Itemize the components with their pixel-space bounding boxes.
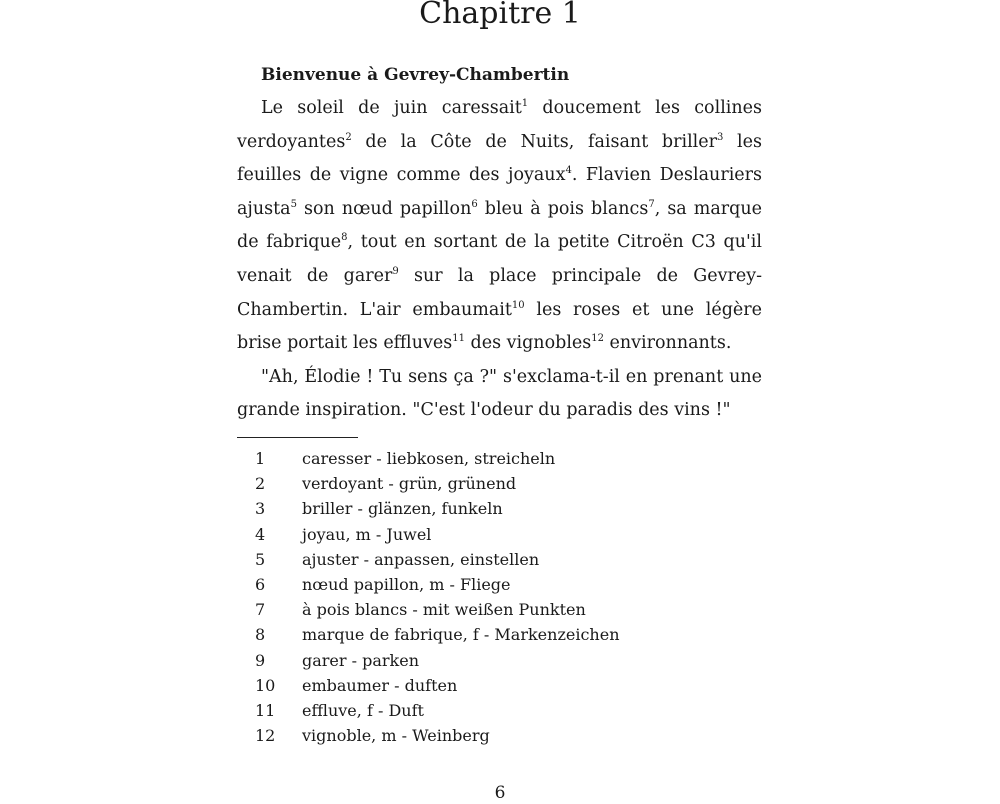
footnote-text: verdoyant - grün, grünend [302, 474, 517, 494]
footnote-ref: 11 [452, 333, 465, 345]
footnote-number: 6 [255, 575, 266, 595]
page-number: 6 [494, 783, 506, 803]
footnote-text: briller - glänzen, funkeln [302, 499, 503, 519]
footnote-item [255, 597, 755, 622]
footnote-item [255, 698, 755, 723]
footnote-ref: 8 [341, 232, 348, 244]
footnote-ref: 12 [591, 333, 604, 345]
body-text [237, 60, 762, 428]
footnote-text: nœud papillon, m - Fliege [302, 575, 511, 595]
footnote-item [255, 522, 755, 547]
footnote-item [255, 496, 755, 521]
footnote-text: vignoble, m - Weinberg [302, 726, 490, 746]
section-subheading: Bienvenue à Gevrey-Chambertin [261, 65, 570, 85]
footnote-number: 5 [255, 549, 266, 569]
text-segment: doucement les collines verdoyantes [237, 98, 762, 152]
footnote-item [255, 723, 755, 748]
footnote-number: 10 [255, 675, 276, 695]
footnote-number: 12 [255, 726, 276, 746]
footnote-item [255, 446, 755, 471]
paragraph-2: "Ah, Élodie ! Tu sens ça ?" s'exclama-t-il en prenant une grande inspiration. "C'est l'odeur du paradis des vins !" [237, 366, 762, 421]
text-segment: de la Côte de Nuits, faisant briller [351, 131, 717, 152]
footnote-text: caresser - liebkosen, streicheln [302, 449, 556, 468]
text-segment: sur la place principale de Gevrey-Chambertin. L'air embaumait [237, 265, 762, 320]
footnote-number: 2 [255, 474, 266, 494]
chapter-title: Chapitre 1 [419, 0, 581, 31]
footnote-text: garer - parken [302, 650, 420, 670]
text-segment: les roses et une légère brise portait les effluves [237, 299, 762, 354]
paragraph-1 [237, 92, 762, 361]
text-segment: bleu à pois blancs [477, 198, 649, 219]
footnote-ref: 7 [648, 198, 655, 210]
footnote-ref: 5 [290, 198, 297, 210]
text-segment: , tout en sortant de la petite Citroën C3 qu'il venait de garer [237, 232, 762, 286]
footnote-item [255, 673, 755, 698]
footnote-number: 8 [255, 625, 266, 645]
footnote-number: 9 [255, 650, 266, 670]
footnote-text: ajuster - anpassen, einstellen [302, 549, 540, 569]
footnote-ref: 4 [565, 165, 572, 177]
footnote-text: à pois blancs - mit weißen Punkten [302, 600, 586, 620]
footnote-item [255, 622, 755, 647]
footnotes-list [255, 446, 755, 748]
footnote-number: 11 [255, 701, 276, 721]
footnote-ref: 1 [521, 98, 529, 110]
footnote-item [255, 547, 755, 572]
text-segment: des vignobles [464, 333, 592, 354]
footnote-item [255, 572, 755, 597]
text-segment: . Flavien Deslauriers ajusta [237, 165, 762, 219]
text-segment: environnants. [603, 333, 732, 354]
footnote-text: embaumer - duften [302, 675, 458, 695]
footnote-divider [237, 437, 358, 438]
text-segment: Le soleil de juin caressait [261, 98, 522, 118]
footnote-number: 1 [255, 449, 266, 468]
footnote-item [255, 471, 755, 496]
footnote-ref: 3 [717, 131, 724, 143]
footnote-item [255, 648, 755, 673]
text-segment: les feuilles de vigne comme des joyaux [237, 131, 762, 186]
footnote-number: 4 [255, 524, 266, 544]
footnote-text: joyau, m - Juwel [302, 524, 432, 544]
footnote-number: 3 [255, 499, 266, 519]
text-segment: , sa marque de fabrique [237, 198, 762, 253]
footnote-number: 7 [255, 600, 266, 620]
footnote-text: marque de fabrique, f - Markenzeichen [302, 625, 620, 645]
footnote-ref: 10 [511, 299, 525, 311]
footnote-ref: 9 [392, 266, 399, 278]
footnote-ref: 6 [471, 198, 478, 210]
text-segment: son nœud papillon [296, 198, 472, 219]
footnote-text: effluve, f - Duft [302, 701, 424, 721]
footnote-ref: 2 [345, 131, 352, 143]
